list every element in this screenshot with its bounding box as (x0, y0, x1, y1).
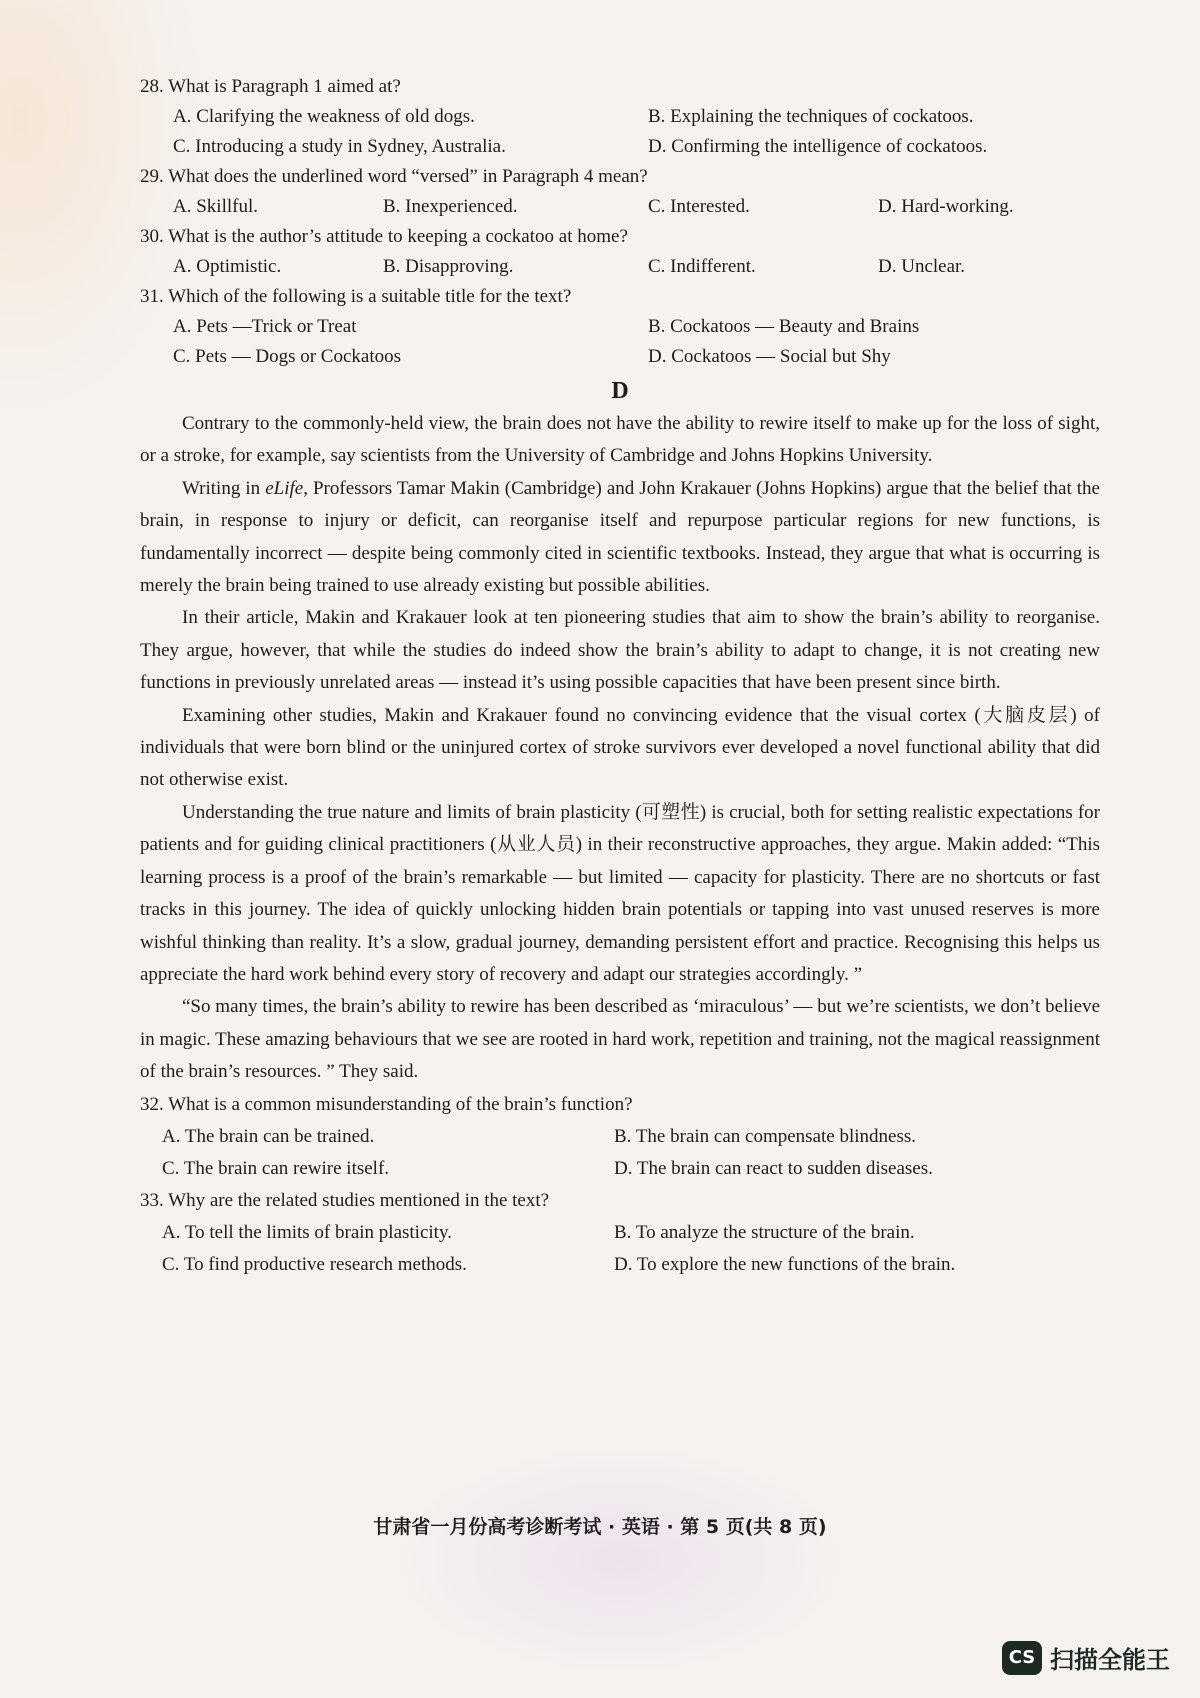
question-33-stem: 33. Why are the related studies mentioned in the text? (140, 1189, 550, 1211)
question-30-options (140, 252, 1100, 282)
question-29-stem: 29. What does the underlined word “versed” in Paragraph 4 mean? (140, 166, 648, 187)
option-32-c: C. The brain can rewire itself. (162, 1157, 390, 1179)
passage-paragraph-4: Examining other studies, Makin and Krakauer found no convincing evidence that the visual cortex (大脑皮层) of individuals that were born blind or the uninjured cortex of stroke survivors ever developed a novel functional ability that did not otherwise exist. (140, 704, 1100, 791)
option-32-b: B. The brain can compensate blindness. (614, 1125, 916, 1147)
logo-mark: CS (1002, 1641, 1042, 1675)
option-28-d: D. Confirming the intelligence of cockatoos. (648, 136, 988, 157)
passage-paragraph-6: “So many times, the brain’s ability to rewire has been described as ‘miraculous’ — but we’re scientists, we don’t believe in magic. These amazing behaviours that we see are rooted in hard work, repetition and training, not the magical reassignment of the brain’s resources. ” They said. (140, 996, 1100, 1083)
page-content (140, 72, 1100, 1281)
option-31-a: A. Pets —Trick or Treat (173, 316, 357, 337)
option-31-b: B. Cockatoos — Beauty and Brains (648, 316, 920, 337)
option-29-c: C. Interested. (648, 196, 750, 217)
paragraph-2-lead: Writing in (182, 477, 266, 499)
option-29-d: D. Hard-working. (878, 196, 1014, 217)
section-d-heading: D (611, 378, 629, 404)
question-30-stem: 30. What is the author’s attitude to keeping a cockatoo at home? (140, 226, 628, 247)
option-30-a: A. Optimistic. (173, 256, 282, 277)
option-33-d: D. To explore the new functions of the brain. (614, 1253, 956, 1275)
option-30-b: B. Disapproving. (383, 256, 514, 277)
journal-name: eLife (265, 477, 304, 499)
option-33-a: A. To tell the limits of brain plasticity. (162, 1221, 452, 1243)
option-29-b: B. Inexperienced. (383, 196, 518, 217)
question-32-options (140, 1121, 1100, 1185)
question-28-stem: 28. What is Paragraph 1 aimed at? (140, 76, 401, 97)
passage-paragraph-1: Contrary to the commonly-held view, the brain does not have the ability to rewire itself to make up for the loss of sight, or a stroke, for example, say scientists from the University of Cambridge and Johns Hopkins University. (140, 413, 1100, 467)
question-32-stem: 32. What is a common misunderstanding of the brain’s function? (140, 1093, 633, 1115)
option-32-d: D. The brain can react to sudden diseases. (614, 1157, 933, 1179)
logo-text: 扫描全能王 (1050, 1646, 1170, 1674)
option-33-c: C. To find productive research methods. (162, 1253, 467, 1275)
passage-paragraph-5: Understanding the true nature and limits of brain plasticity (可塑性) is crucial, both for setting realistic expectations for patients and for guiding clinical practitioners (从业人员) in their reconstructive approaches, they argue. Makin added: “This learning process is a proof of the brain’s remarkable — but limited — capacity for plasticity. There are no shortcuts or fast tracks in this journey. The idea of quickly unlocking hidden brain potentials or tapping into vast unused reserves is more wishful thinking than reality. It’s a slow, gradual journey, demanding persistent effort and practice. Recognising this helps us appreciate the hard work behind every story of recovery and adapt our strategies accordingly. ” (140, 801, 1100, 985)
paragraph-2-body: , Professors Tamar Makin (Cambridge) and John Krakauer (Johns Hopkins) argue that the belief that the brain, in response to injury or deficit, can reorganise itself and repurpose particular regions for new functions, is fundamentally incorrect — despite being commonly cited in scientific textbooks. Instead, they argue that what is occurring is merely the brain being trained to use already existing but possible abilities. (140, 477, 1100, 597)
option-28-c: C. Introducing a study in Sydney, Australia. (173, 136, 506, 157)
option-28-a: A. Clarifying the weakness of old dogs. (173, 106, 475, 127)
option-29-a: A. Skillful. (173, 196, 258, 217)
camscanner-logo-icon (1002, 1640, 1170, 1675)
option-31-c: C. Pets — Dogs or Cockatoos (173, 346, 401, 367)
page-footer: 甘肃省一月份高考诊断考试 · 英语 · 第 5 页(共 8 页) (373, 1516, 827, 1538)
question-29-options (140, 192, 1100, 222)
option-33-b: B. To analyze the structure of the brain. (614, 1221, 915, 1243)
option-30-c: C. Indifferent. (648, 256, 756, 277)
question-33-options (140, 1217, 1100, 1281)
passage-paragraph-3: In their article, Makin and Krakauer look at ten pioneering studies that aim to show the brain’s ability to reorganise. They argue, however, that while the studies do indeed show the brain’s ability to adapt to change, it is not creating new functions in previously unrelated areas — instead it’s using possible capacities that have been present since birth. (140, 607, 1100, 694)
option-31-d: D. Cockatoos — Social but Shy (648, 346, 891, 367)
passage-paragraph-2 (140, 473, 1100, 603)
question-28-options (140, 102, 1100, 162)
question-31-options (140, 312, 1100, 372)
option-28-b: B. Explaining the techniques of cockatoos. (648, 106, 974, 127)
option-32-a: A. The brain can be trained. (162, 1125, 375, 1147)
question-31-stem: 31. Which of the following is a suitable title for the text? (140, 286, 572, 307)
option-30-d: D. Unclear. (878, 256, 966, 277)
